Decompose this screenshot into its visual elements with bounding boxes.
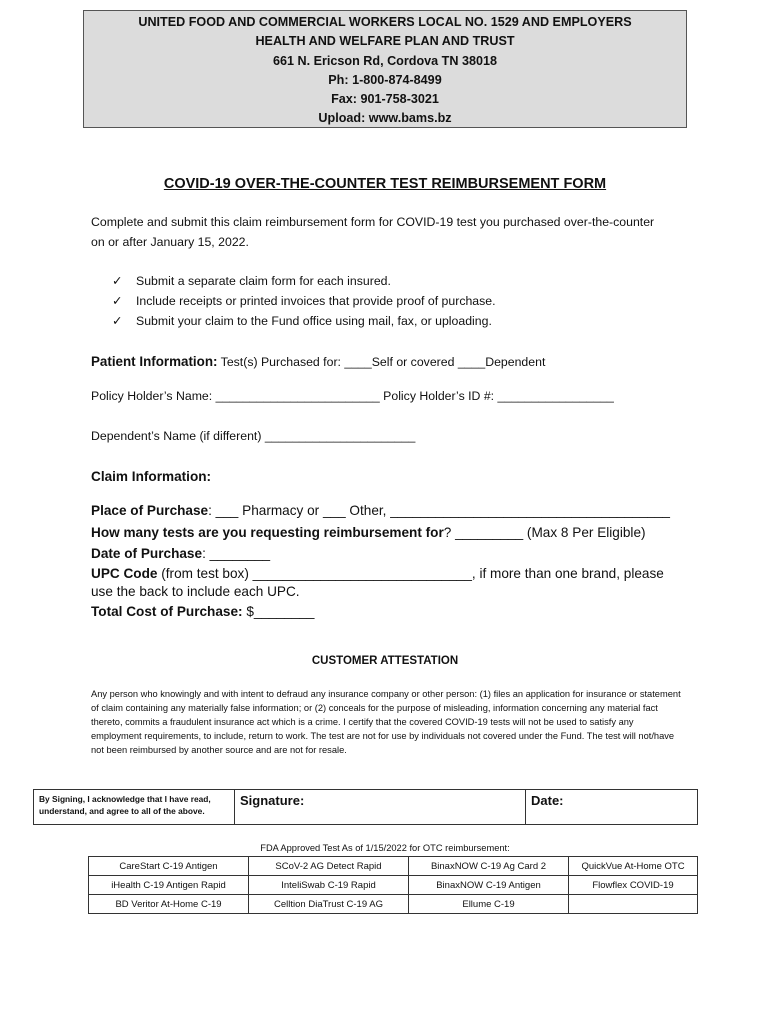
signature-field[interactable]: [235, 790, 526, 825]
table-cell: BinaxNOW C-19 Ag Card 2: [409, 857, 569, 876]
attestation-text: Any person who knowingly and with intent to defraud any insurance company or other person: (1) files an application for insurance or statement of claim containing any materially false information; or (2) conceals for the purpose of misleading, information concerning any material fact thereto, commits a fraudulent insurance act which is a crime. I certify that the covered COVID-19 tests will not be used to satisfy any employment requirements, to include, return to work. The test are not for use by individuals not covered under the Fund. The test will not/have not been reimbursed by another source and are not for resale.: [91, 689, 681, 756]
purchase-date-label: Date of Purchase: [91, 546, 203, 561]
dependent-name-field[interactable]: Dependent’s Name (if different) ______________________: [91, 429, 416, 443]
upc-code-label: UPC Code: [91, 566, 158, 581]
date-field[interactable]: [526, 790, 698, 825]
list-item: [112, 311, 496, 331]
header-line-2: HEALTH AND WELFARE PLAN AND TRUST: [255, 34, 515, 49]
header-phone: Ph: 1-800-874-8499: [328, 72, 442, 87]
policy-holder-fields[interactable]: Policy Holder’s Name: ________________________ Policy Holder’s ID #: _________________: [91, 389, 614, 403]
total-cost-label: Total Cost of Purchase:: [91, 604, 243, 619]
total-cost-blank: $________: [242, 604, 315, 619]
bullet-text: Submit your claim to the Fund office using mail, fax, or uploading.: [136, 314, 492, 328]
upc-code-note: use the back to include each UPC.: [91, 584, 300, 599]
signature-table: [33, 789, 698, 825]
tests-purchased-for-field[interactable]: Test(s) Purchased for: ____Self or covered ____Dependent: [220, 355, 546, 369]
table-cell: BinaxNOW C-19 Antigen: [409, 876, 569, 895]
checkmark-icon: ✓: [112, 274, 123, 288]
bullet-text: Submit a separate claim form for each insured.: [136, 274, 391, 288]
header-upload: Upload: www.bams.bz: [318, 111, 452, 126]
fda-caption: FDA Approved Test As of 1/15/2022 for OTC reimbursement:: [260, 843, 510, 853]
table-cell: [569, 895, 698, 914]
table-cell: Celltion DiaTrust C-19 AG: [249, 895, 409, 914]
place-of-purchase-label: Place of Purchase: [91, 503, 209, 518]
table-cell: Flowflex COVID-19: [569, 876, 698, 895]
fda-approved-tests-table: [88, 856, 698, 914]
test-count-label: How many tests are you requesting reimbursement for: [91, 525, 444, 540]
table-cell: iHealth C-19 Antigen Rapid: [89, 876, 249, 895]
place-of-purchase-blanks: : ___ Pharmacy or ___ Other, _____________________________________: [208, 503, 670, 518]
date-label: Date:: [531, 793, 564, 808]
intro-line-2: on or after January 15, 2022.: [91, 235, 249, 249]
table-cell: InteliSwab C-19 Rapid: [249, 876, 409, 895]
checkmark-icon: ✓: [112, 294, 123, 308]
list-item: [112, 291, 496, 311]
attestation-title: CUSTOMER ATTESTATION: [311, 655, 459, 667]
table-cell: BD Veritor At-Home C-19: [89, 895, 249, 914]
purchase-date-blank: : ________: [202, 546, 271, 561]
acknowledgement-text: By Signing, I acknowledge that I have read, understand, and agree to all of the above.: [34, 790, 235, 825]
plan-header: [83, 10, 687, 128]
bullet-text: Include receipts or printed invoices that provide proof of purchase.: [136, 294, 496, 308]
form-title: COVID-19 OVER-THE-COUNTER TEST REIMBURSEMENT FORM: [163, 176, 607, 192]
purchase-date-field[interactable]: [91, 544, 270, 564]
upc-code-field[interactable]: [91, 564, 664, 584]
place-of-purchase-field[interactable]: [91, 501, 670, 521]
instruction-list: [112, 271, 496, 331]
table-row: [89, 857, 698, 876]
header-line-1: UNITED FOOD AND COMMERCIAL WORKERS LOCAL NO. 1529 AND EMPLOYERS: [138, 15, 632, 29]
total-cost-field[interactable]: [91, 602, 314, 622]
header-fax: Fax: 901-758-3021: [331, 92, 439, 107]
table-cell: SCoV-2 AG Detect Rapid: [249, 857, 409, 876]
upc-code-blank: (from test box) _____________________________, if more than one brand, please: [157, 566, 664, 581]
signature-label: Signature:: [240, 793, 305, 808]
patient-info-row: [91, 352, 545, 372]
checkmark-icon: ✓: [112, 314, 123, 328]
test-count-field[interactable]: [91, 523, 646, 543]
table-cell: QuickVue At-Home OTC: [569, 857, 698, 876]
claim-info-label: Claim Information:: [91, 469, 212, 484]
table-row: [89, 876, 698, 895]
patient-info-label: Patient Information:: [91, 354, 218, 369]
table-row: [89, 895, 698, 914]
test-count-blank: ? _________ (Max 8 Per Eligible): [443, 525, 646, 540]
table-cell: Ellume C-19: [409, 895, 569, 914]
table-cell: CareStart C-19 Antigen: [89, 857, 249, 876]
intro-line-1: Complete and submit this claim reimbursement form for COVID-19 test you purchased over-the-counter: [91, 215, 655, 229]
header-address: 661 N. Ericson Rd, Cordova TN 38018: [273, 53, 497, 68]
list-item: [112, 271, 496, 291]
